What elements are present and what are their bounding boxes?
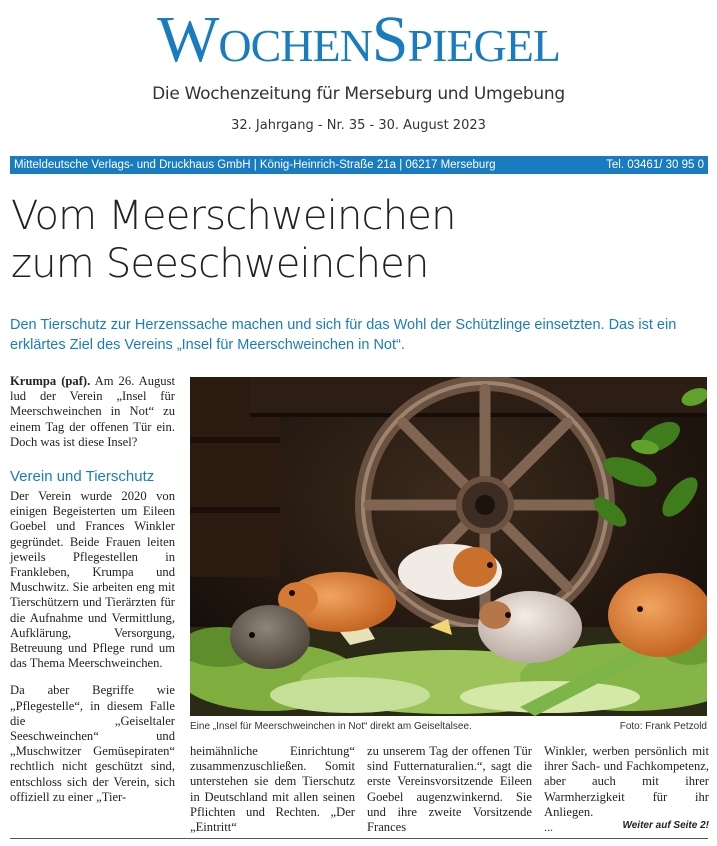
- publisher-phone: Tel. 03461/ 30 95 0: [606, 159, 704, 171]
- publisher-address: Mitteldeutsche Verlags- und Druckhaus GmbH | König-Heinrich-Straße 21a | 06217 Merseburg: [14, 159, 496, 171]
- masthead-logo: WochenSpiegel: [157, 3, 560, 76]
- photo-credit: Foto: Frank Petzold: [619, 721, 707, 732]
- article-lead: Den Tierschutz zur Herzenssache machen und sich für das Wohl der Schützlinge einsetzten. Das ist ein erklärtes Ziel des Vereins „Insel für Meerschweinchen in Not“.: [10, 317, 677, 353]
- column-3-text: zu unserem Tag der offenen Tür sind Futternaturalien.“, sagt die erste Vereinsvorsitzende Eileen Goebel augenzwinkernd. Sie und ihre zweite Vorsitzende Frances: [367, 744, 532, 835]
- publisher-info-bar: [10, 156, 708, 174]
- guinea-pig-photo: [190, 377, 707, 716]
- article-column-2: [190, 744, 355, 835]
- intro-text: Am 26. August lud der Verein „Insel für Meerschweinchen in Not“ zu einem Tag der offenen Tür ein. Doch was ist diese Insel?: [10, 374, 175, 449]
- masthead-tagline: Die Wochenzeitung für Merseburg und Umgebung: [152, 84, 565, 104]
- column-2-text: heimähnliche Einrichtung“ zusammenzuschließen. Somit unterstehen sie dem Tierschutz in Deutschland mit allen seinen Pflichten und Rechten. „Der „Eintritt“: [190, 744, 355, 835]
- paragraph-verein: Der Verein wurde 2020 von einigen Begeisterten um Eileen Goebel und Frances Winkler gegründet. Beide Frauen leiten jeweils Pflegestellen in Frankleben, Krumpa und Muschwitz. Sie arbeiten eng mit Tierschützern und Tierärzten für die Aufnahme und Vermittlung, Aufklärung, Versorgung, Betreuung und Pflege rund um das Thema Meerschweinchen.: [10, 489, 175, 671]
- article-column-1: [10, 374, 175, 805]
- guinea-pig-white-middle: [398, 544, 502, 600]
- continued-link[interactable]: Weiter auf Seite 2!: [622, 820, 709, 831]
- dateline: Krumpa (paf).: [10, 374, 91, 388]
- article-headline: [11, 192, 711, 288]
- intro-paragraph: [10, 374, 175, 450]
- issue-info: 32. Jahrgang - Nr. 35 - 30. August 2023: [231, 118, 486, 133]
- headline-line-2: zum Seeschweinchen: [11, 241, 429, 287]
- column-4-text: Winkler, werben persönlich mit ihrer Sach- und Fachkompetenz, aber auch mit ihrer Warmherzigkeit für ihr Anliegen.: [544, 744, 709, 819]
- headline-line-1: Vom Meerschweinchen: [11, 193, 456, 239]
- article-column-3: [367, 744, 532, 835]
- bottom-rule: [10, 838, 708, 839]
- guinea-pig-white-front: [478, 591, 582, 663]
- ellipsis: ...: [544, 820, 553, 834]
- guinea-pig-grey: [230, 605, 310, 669]
- paragraph-begriffe: Da aber Begriffe wie „Pflegestelle“, in diesem Falle die „Geiseltaler Seeschweinchen“ und „Muschwitzer Gemüsepiraten“ rechtlich nicht geschützt sind, entschloss sich der Verein, sich offiziell zu einer „Tier-: [10, 683, 175, 804]
- article-subheading: Verein und Tierschutz: [10, 468, 155, 486]
- article-column-4: [544, 744, 709, 820]
- photo-caption: Eine „Insel für Meerschweinchen in Not“ direkt am Geiseltalsee.: [190, 721, 472, 732]
- photo-caption-row: [190, 721, 707, 732]
